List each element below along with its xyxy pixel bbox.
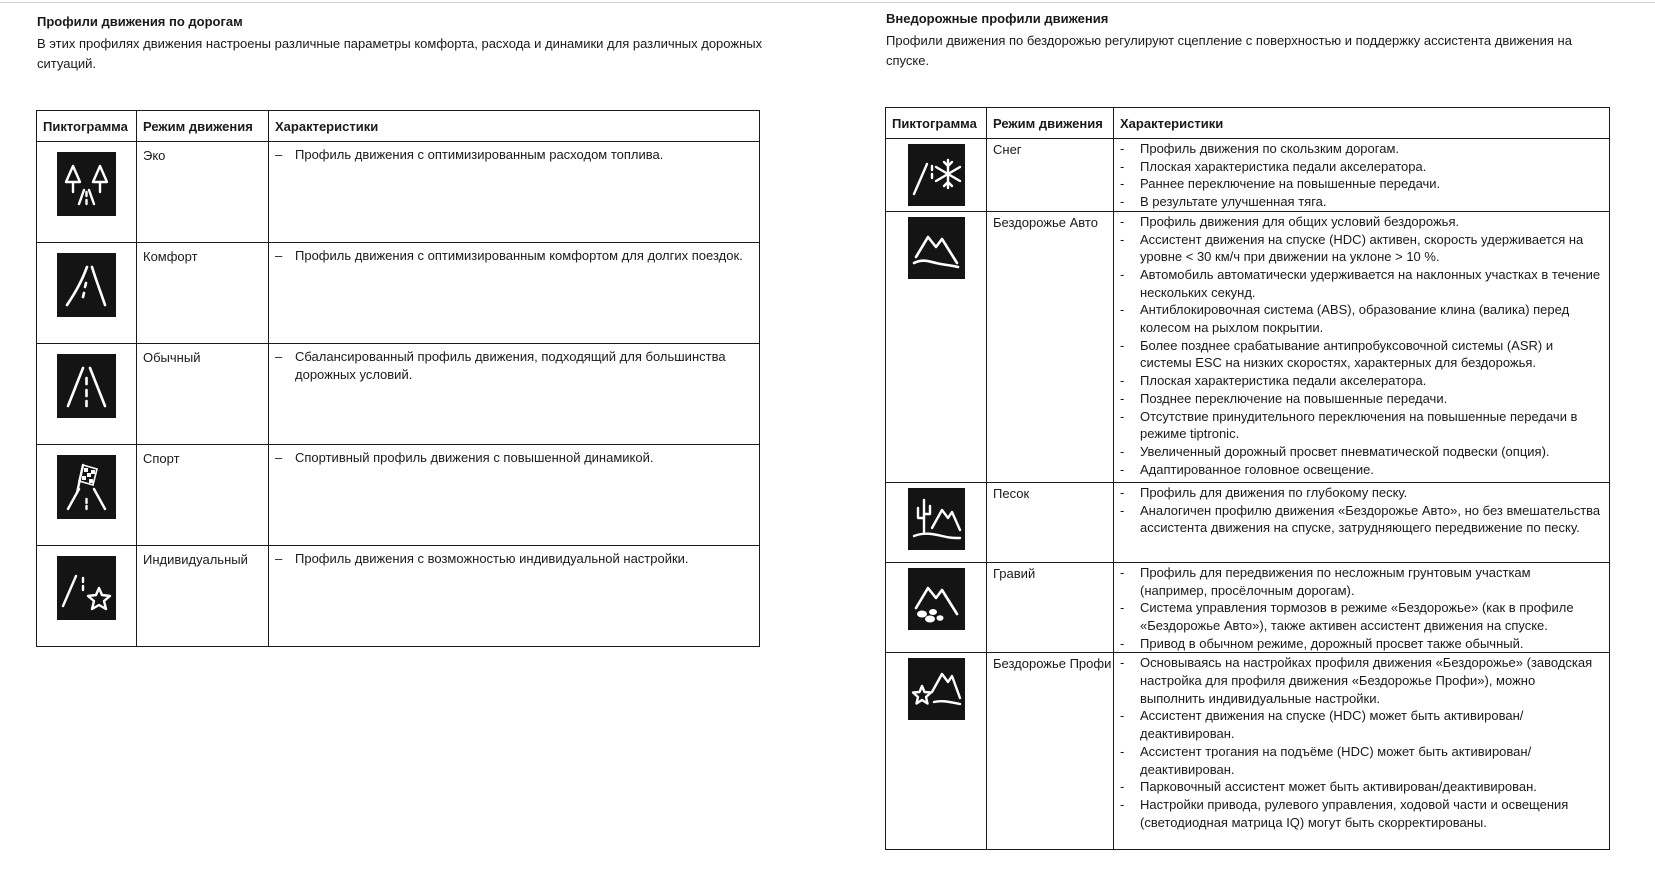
feature-list — [1114, 653, 1609, 831]
feature-item: – Профиль движения с оптимизированным комфортом для долгих поездок. — [275, 247, 751, 265]
feature-list — [1114, 212, 1609, 479]
table-row — [37, 344, 760, 445]
table-row — [37, 243, 760, 344]
feature-item: - Парковочный ассистент может быть активирован/деактивирован. — [1120, 778, 1601, 796]
snow-road-icon — [908, 144, 965, 206]
header-mode: Режим движения — [137, 111, 269, 142]
top-divider — [0, 2, 1655, 3]
feature-item: - Раннее переключение на повышенные передачи. — [1120, 175, 1601, 193]
road-profiles-title: Профили движения по дорогам — [37, 14, 243, 29]
table-row — [886, 482, 1610, 562]
feature-item: - Ассистент трогания на подъёме (HDC) может быть активирован/ деактивирован. — [1120, 743, 1601, 778]
header-mode: Режим движения — [987, 108, 1114, 139]
offroad-mountain-icon — [908, 217, 965, 279]
feature-list — [269, 344, 759, 384]
mode-label: Обычный — [137, 344, 269, 445]
feature-item: – Профиль движения с возможностью индивидуальной настройки. — [275, 550, 751, 568]
sport-checkered-flag-road-icon — [57, 455, 116, 519]
offroad-profiles-table — [885, 107, 1610, 850]
feature-item: - Позднее переключение на повышенные передачи. — [1120, 390, 1601, 408]
road-profiles-section — [37, 13, 767, 74]
feature-item: - Отсутствие принудительного переключения на повышенные передачи в режиме tiptronic. — [1120, 408, 1601, 443]
table-row — [37, 142, 760, 243]
mode-label: Бездорожье Профи — [987, 653, 1114, 850]
table-row — [886, 211, 1610, 482]
feature-list — [269, 546, 759, 568]
mode-label: Снег — [987, 139, 1114, 212]
feature-item: - Профиль движения для общих условий бездорожья. — [1120, 213, 1601, 231]
table-row — [37, 445, 760, 546]
feature-item: - Более позднее срабатывание антипробуксовочной системы (ASR) и системы ESC на низких скоростях, характерных для бездорожья. — [1120, 337, 1601, 372]
feature-item: - Ассистент движения на спуске (HDC) может быть активирован/ деактивирован. — [1120, 707, 1601, 742]
mode-label: Индивидуальный — [137, 546, 269, 647]
header-characteristics: Характеристики — [1114, 108, 1610, 139]
feature-item: – Профиль движения с оптимизированным расходом топлива. — [275, 146, 751, 164]
feature-list — [269, 445, 759, 467]
feature-item: - Аналогичен профилю движения «Бездорожье Авто», но без вмешательства ассистента движения на спуске, затрудняющего передвижение по песку. — [1120, 502, 1601, 537]
mode-label: Эко — [137, 142, 269, 243]
mode-label: Гравий — [987, 562, 1114, 653]
normal-road-icon — [57, 354, 116, 418]
mode-label: Бездорожье Авто — [987, 211, 1114, 482]
feature-item: - Адаптированное головное освещение. — [1120, 461, 1601, 479]
feature-list — [1114, 563, 1609, 653]
feature-item: - В результате улучшенная тяга. — [1120, 193, 1601, 211]
road-profiles-description: В этих профилях движения настроены различные параметры комфорта, расхода и динамики для различных дорожных ситуаций. — [37, 36, 763, 71]
table-header-row — [37, 111, 760, 142]
eco-trees-road-icon — [57, 152, 116, 216]
offroad-profiles-section — [886, 10, 1616, 71]
feature-item: - Ассистент движения на спуске (HDC) активен, скорость удерживается на уровне < 30 км/ч при движении на уклоне > 10 %. — [1120, 231, 1601, 266]
feature-list — [269, 243, 759, 265]
feature-item: - Увеличенный дорожный просвет пневматической подвески (опция). — [1120, 443, 1601, 461]
feature-item: – Спортивный профиль движения с повышенной динамикой. — [275, 449, 751, 467]
sand-cactus-mountain-icon — [908, 488, 965, 550]
feature-item: - Профиль движения по скользким дорогам. — [1120, 140, 1601, 158]
table-row — [886, 139, 1610, 212]
comfort-curved-road-icon — [57, 253, 116, 317]
feature-item: - Плоская характеристика педали акселератора. — [1120, 158, 1601, 176]
feature-item: - Система управления тормозов в режиме «Бездорожье» (как в профиле «Бездорожье Авто»), также активен ассистент движения на спуске. — [1120, 599, 1601, 634]
header-pictogram: Пиктограмма — [37, 111, 137, 142]
feature-item: - Профиль для движения по глубокому песку. — [1120, 484, 1601, 502]
feature-item: - Плоская характеристика педали акселератора. — [1120, 372, 1601, 390]
feature-item: - Привод в обычном режиме, дорожный просвет также обычный. — [1120, 635, 1601, 653]
road-profiles-table — [36, 110, 760, 647]
feature-list — [1114, 483, 1609, 537]
feature-item: - Автомобиль автоматически удерживается на наклонных участках в течение нескольких секунд. — [1120, 266, 1601, 301]
table-row — [37, 546, 760, 647]
header-pictogram: Пиктограмма — [886, 108, 987, 139]
table-row — [886, 562, 1610, 653]
offroad-profiles-title: Внедорожные профили движения — [886, 11, 1109, 26]
table-row — [886, 653, 1610, 850]
offroad-profiles-description: Профили движения по бездорожью регулируют сцепление с поверхностью и поддержку ассистента движения на спуске. — [886, 33, 1572, 68]
feature-list — [269, 142, 759, 164]
feature-item: – Сбалансированный профиль движения, подходящий для большинства дорожных условий. — [275, 348, 751, 384]
header-characteristics: Характеристики — [269, 111, 760, 142]
table-header-row — [886, 108, 1610, 139]
feature-list — [1114, 139, 1609, 211]
feature-item: - Настройки привода, рулевого управления, ходовой части и освещения (светодиодная матрица IQ) могут быть скорректированы. — [1120, 796, 1601, 831]
offroad-pro-star-mountain-icon — [908, 658, 965, 720]
feature-item: - Профиль для передвижения по несложным грунтовым участкам (например, просёлочным дорогам). — [1120, 564, 1601, 599]
mode-label: Спорт — [137, 445, 269, 546]
mode-label: Комфорт — [137, 243, 269, 344]
mode-label: Песок — [987, 482, 1114, 562]
feature-item: - Основываясь на настройках профиля движения «Бездорожье» (заводская настройка для профиля движения «Бездорожье Профи»), можно выполнить индивидуальные настройки. — [1120, 654, 1601, 707]
individual-star-road-icon — [57, 556, 116, 620]
gravel-mountain-icon — [908, 568, 965, 630]
feature-item: - Антиблокировочная система (ABS), образование клина (валика) перед колесом на рыхлом покрытии. — [1120, 301, 1601, 336]
